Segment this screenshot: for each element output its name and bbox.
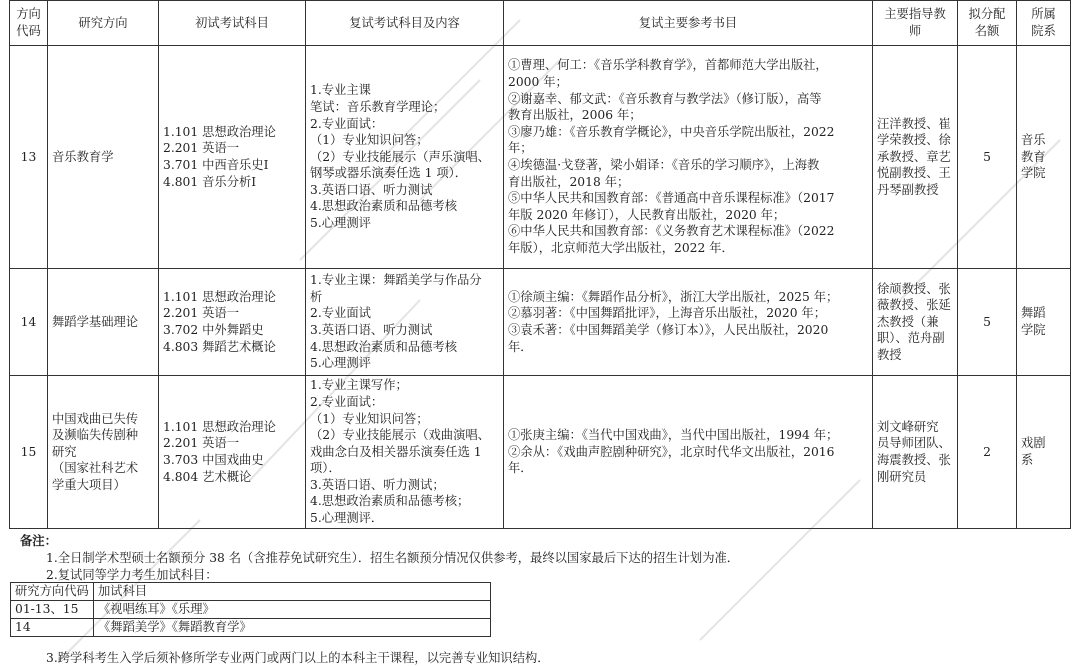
direction-line: 及濒临失传剧种	[52, 428, 139, 443]
advisors-line: 丹琴副教授	[877, 182, 939, 197]
dept-line: 教育	[1021, 149, 1046, 164]
retest-line: 5.心理测评	[310, 356, 371, 371]
retest-line: 1.专业主课写作；	[310, 378, 408, 393]
advisors-line: 承教授、章艺	[877, 149, 951, 164]
dept-line: 戏剧	[1021, 436, 1046, 451]
advisors-line: 徐颃教授、张	[877, 281, 951, 296]
advisors-line: 员导师团队、	[877, 436, 951, 451]
header-cell: 研究方向代码	[11, 583, 94, 601]
code-cell: 14	[11, 619, 94, 637]
books-line: 教育出版社，2006 年；	[508, 108, 642, 123]
header-books	[504, 1, 873, 46]
books-line: ②慕羽著：《中国舞蹈批评》，上海音乐出版社，2020 年；	[508, 306, 827, 321]
dept-cell	[1017, 269, 1071, 376]
retest-line: （1）专业知识问答；	[310, 133, 429, 148]
books-line: ⑥中华人民共和国教育部：《义务教育艺术课程标准》（2022	[508, 224, 835, 239]
advisors-line: 汪洋教授、崔	[877, 116, 951, 131]
header-line: 师	[908, 24, 922, 38]
books-cell	[504, 376, 873, 529]
code-cell: 15	[10, 376, 48, 529]
header-code	[10, 1, 48, 46]
books-line: ①张庚主编：《当代中国戏曲》，当代中国出版社，1994 年；	[508, 428, 839, 443]
books-line: ②余从：《戏曲声腔剧种研究》，北京时代华文出版社，2016	[508, 444, 835, 459]
subjects-cell: 《舞蹈美学》《舞蹈教育学》	[94, 619, 491, 637]
direction-line: 研究	[52, 444, 77, 459]
quota-cell: 2	[958, 376, 1017, 529]
table-header-row	[10, 1, 1071, 46]
advisors-line: 海震教授、张	[877, 453, 951, 467]
books-line: 2000 年；	[508, 75, 568, 90]
initial-line: 2.201 英语一	[163, 436, 240, 451]
retest-line: 析	[310, 289, 323, 304]
advisors-cell	[873, 376, 958, 529]
notes-title: 备注：	[20, 533, 57, 548]
header-initial	[159, 1, 306, 46]
initial-line: 3.702 中外舞蹈史	[163, 323, 264, 337]
direction-line: 音乐教育学	[52, 149, 114, 164]
initial-line: 2.201 英语一	[163, 141, 240, 156]
retest-line: 1.专业主课：舞蹈美学与作品分	[310, 273, 482, 288]
retest-line: 2.专业面试：	[310, 116, 384, 131]
retest-line: 3.英语口语、听力测试	[310, 182, 433, 197]
header-label: 所属院系	[1031, 7, 1056, 38]
retest-line: （1）专业知识问答；	[310, 411, 429, 426]
table-row	[10, 269, 1071, 376]
header-line: 初试考试科目	[195, 15, 269, 30]
note-1: 1.全日制学术型硕士名额预分 38 名（含推荐免试研究生）．招生名额预分情况仅供参考，最终以国家最后下达的招生计划为准．	[46, 551, 740, 565]
direction-line: 学重大项目）	[52, 477, 126, 492]
advisors-line: 学荣教授、徐	[877, 133, 951, 148]
books-line: ⑤中华人民共和国教育部：《普通高中音乐课程标准》（2017	[508, 191, 835, 206]
table-row	[11, 583, 491, 601]
initial-line: 3.701 中西音乐史Ⅰ	[163, 158, 269, 172]
header-advisors	[873, 1, 958, 46]
retest-line: 4.思想政治素质和品德考核	[310, 199, 457, 214]
quota-cell: 5	[958, 269, 1017, 376]
header-line: 主要指导教	[884, 7, 946, 21]
header-label: 拟分配名额	[968, 7, 1006, 38]
dept-line: 音乐	[1021, 133, 1046, 148]
books-line: 年．	[508, 461, 533, 476]
dept-line: 舞蹈	[1021, 306, 1046, 321]
header-direction	[48, 1, 159, 46]
retest-line: 项）．	[310, 461, 341, 476]
initial-line: 1.101 思想政治理论	[163, 419, 276, 434]
retest-line: 4.思想政治素质和品德考核；	[310, 494, 470, 509]
code-cell: 14	[10, 269, 48, 376]
initial-line: 2.201 英语一	[163, 306, 240, 321]
advisors-line: 杰教授（兼	[877, 314, 939, 329]
books-line: 育出版社，2018 年；	[508, 174, 630, 189]
books-line: 年．	[508, 339, 533, 354]
code-cell: 01-13、15	[11, 601, 94, 619]
books-line: ④埃德温·戈登著，梁小娟译：《音乐的学习顺序》，上海教	[508, 158, 820, 172]
table-row	[10, 376, 1071, 529]
header-line: 方向	[16, 7, 41, 21]
books-line: ③袁禾著：《中国舞蹈美学（修订本）》，人民出版社，2020	[508, 323, 829, 337]
books-line: ②谢嘉幸、郁文武：《音乐教育与教学法》（修订版），高等	[508, 91, 822, 106]
retest-line: 3.英语口语、听力测试	[310, 323, 433, 337]
books-cell	[504, 269, 873, 376]
advisors-line: 悦副教授、王	[877, 166, 951, 181]
dept-line: 学院	[1021, 323, 1046, 337]
books-line: 年版），北京师范大学出版社，2022 年．	[508, 240, 734, 255]
code-cell: 13	[10, 46, 48, 269]
retest-line: 钢琴或器乐演奏任选 1 项）．	[310, 166, 468, 181]
table-row	[11, 601, 491, 619]
retest-cell	[306, 376, 504, 529]
advisors-cell	[873, 46, 958, 269]
retest-line: 5.心理测评	[310, 216, 371, 231]
books-cell	[504, 46, 873, 269]
direction-cell	[48, 46, 159, 269]
books-line: ①曹理、何工：《音乐学科教育学》，首都师范大学出版社，	[508, 58, 828, 73]
advisors-line: 职）、范舟副	[877, 331, 945, 346]
books-line: ③廖乃雄：《音乐教育学概论》，中央音乐学院出版社，2022	[508, 124, 835, 139]
books-line: 年版 2020 年修订），人民教育出版社，2020 年；	[508, 207, 786, 222]
books-line: 年；	[508, 141, 533, 156]
advisors-cell	[873, 269, 958, 376]
header-cell: 加试科目	[94, 583, 491, 601]
header-line: 复试主要参考书目	[638, 15, 738, 30]
advisors-line: 刘文峰研究	[877, 419, 939, 434]
initial-cell	[159, 46, 306, 269]
initial-line: 1.101 思想政治理论	[163, 124, 276, 139]
direction-line: （国家社科艺术	[52, 461, 139, 476]
header-line: 代码	[16, 24, 41, 38]
direction-cell	[48, 269, 159, 376]
dept-line: 学院	[1021, 166, 1046, 181]
initial-line: 1.101 思想政治理论	[163, 289, 276, 304]
dept-cell	[1017, 46, 1071, 269]
retest-cell	[306, 46, 504, 269]
header-retest	[306, 1, 504, 46]
table-row	[10, 46, 1071, 269]
retest-line: 笔试：音乐教育学理论；	[310, 99, 446, 114]
retest-line: 2.专业面试：	[310, 394, 384, 409]
initial-cell	[159, 269, 306, 376]
subjects-cell: 《视唱练耳》《乐理》	[94, 601, 491, 619]
advisors-line: 教授	[877, 347, 902, 362]
initial-line: 4.803 舞蹈艺术概论	[163, 339, 276, 354]
retest-line: （2）专业技能展示（戏曲演唱、	[310, 428, 490, 443]
header-dept	[1017, 1, 1071, 46]
books-line: ①徐颃主编：《舞蹈作品分析》，浙江大学出版社，2025 年；	[508, 289, 839, 304]
advisors-line: 薇教授、张延	[877, 298, 951, 313]
initial-line: 4.801 音乐分析Ⅰ	[163, 174, 257, 189]
initial-cell	[159, 376, 306, 529]
retest-line: （2）专业技能展示（声乐演唱、	[310, 149, 490, 164]
retest-line: 4.思想政治素质和品德考核	[310, 339, 457, 354]
direction-line: 中国戏曲已失传	[52, 411, 139, 426]
retest-line: 5.心理测评．	[310, 511, 384, 526]
retest-cell	[306, 269, 504, 376]
admissions-table	[9, 0, 1071, 529]
extra-subjects-table	[10, 582, 491, 637]
header-line: 复试考试科目及内容	[349, 15, 460, 30]
direction-line: 舞蹈学基础理论	[52, 314, 139, 329]
note-3: 3.跨学科考生入学后须补修所学专业两门或两门以上的本科主干课程，以完善专业知识结构．	[46, 651, 550, 665]
retest-line: 2.专业面试	[310, 306, 371, 321]
initial-line: 4.804 艺术概论	[163, 469, 252, 484]
retest-line: 1.专业主课	[310, 83, 371, 98]
note-2: 2.复试同等学力考生加试科目：	[46, 568, 218, 582]
header-quota	[958, 1, 1017, 46]
dept-line: 系	[1021, 453, 1034, 467]
initial-line: 3.703 中国戏曲史	[163, 453, 264, 467]
advisors-line: 刚研究员	[877, 469, 927, 484]
retest-line: 戏曲念白及相关器乐演奏任选 1	[310, 444, 482, 459]
header-line: 研究方向	[78, 15, 128, 30]
quota-cell: 5	[958, 46, 1017, 269]
table-row	[11, 619, 491, 637]
direction-cell	[48, 376, 159, 529]
retest-line: 3.英语口语、听力测试；	[310, 477, 445, 492]
dept-cell	[1017, 376, 1071, 529]
